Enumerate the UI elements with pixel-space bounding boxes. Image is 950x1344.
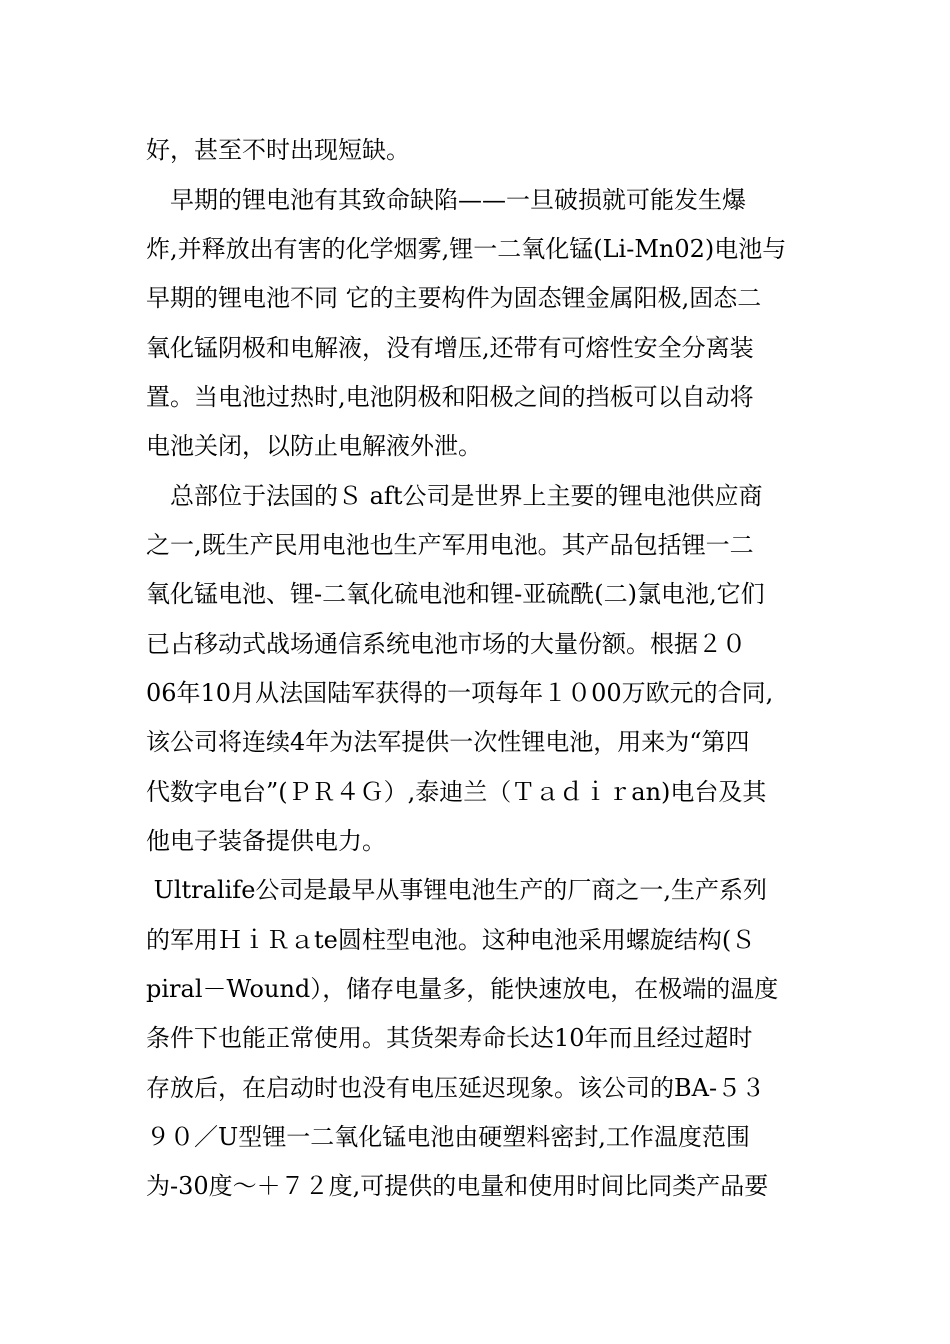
text-line: 好，甚至不时出现短缺。 (146, 136, 410, 164)
text-line: 条件下也能正常使用。其货架寿命长达10年而且经过超时 (146, 1024, 753, 1052)
text-line: Ultralife公司是最早从事锂电池生产的厂商之一,生产系列 (146, 876, 768, 904)
text-line: 早期的锂电池不同 它的主要构件为固态锂金属阳极,固态二 (146, 284, 762, 312)
text-line: 06年10月从法国陆军获得的一项每年１０00万欧元的合同, (146, 679, 774, 707)
text-line: piral－Wound），储存电量多，能快速放电，在极端的温度 (146, 975, 779, 1003)
text-line: ９０／U型锂一二氧化锰电池由硬塑料密封,工作温度范围 (146, 1123, 750, 1151)
text-line: 已占移动式战场通信系统电池市场的大量份额。根据２０ (146, 630, 746, 658)
text-line: 存放后，在启动时也没有电压延迟现象。该公司的BA-５３ (146, 1074, 766, 1102)
text-line: 的军用ＨｉＲａte圆柱型电池。这种电池采用螺旋结构(Ｓ (146, 926, 756, 954)
text-line: 总部位于法国的Ｓ aft公司是世界上主要的锂电池供应商 (146, 482, 763, 510)
text-line: 氧化锰阴极和电解液，没有增压,还带有可熔性安全分离装 (146, 334, 754, 362)
text-line: 氧化锰电池、锂-二氧化硫电池和锂-亚硫酰(二)氯电池,它们 (146, 580, 765, 608)
text-line: 为-30度～＋７２度,可提供的电量和使用时间比同类产品要 (146, 1172, 769, 1200)
text-line: 他电子装备提供电力。 (146, 827, 386, 855)
text-line: 置。当电池过热时,电池阴极和阳极之间的挡板可以自动将 (146, 383, 754, 411)
text-line: 电池关闭，以防止电解液外泄。 (146, 432, 482, 460)
text-line: 之一,既生产民用电池也生产军用电池。其产品包括锂一二 (146, 531, 754, 559)
text-line: 该公司将连续4年为法军提供一次性锂电池，用来为“第四 (146, 728, 750, 756)
text-line: 炸,并释放出有害的化学烟雾,锂一二氧化锰(Li-Mn02)电池与 (146, 235, 787, 263)
text-line: 代数字电台”(ＰＲ４Ｇ）,泰迪兰（Ｔａｄｉｒan)电台及其 (146, 778, 767, 806)
text-line: 早期的锂电池有其致命缺陷——一旦破损就可能发生爆 (146, 186, 746, 214)
